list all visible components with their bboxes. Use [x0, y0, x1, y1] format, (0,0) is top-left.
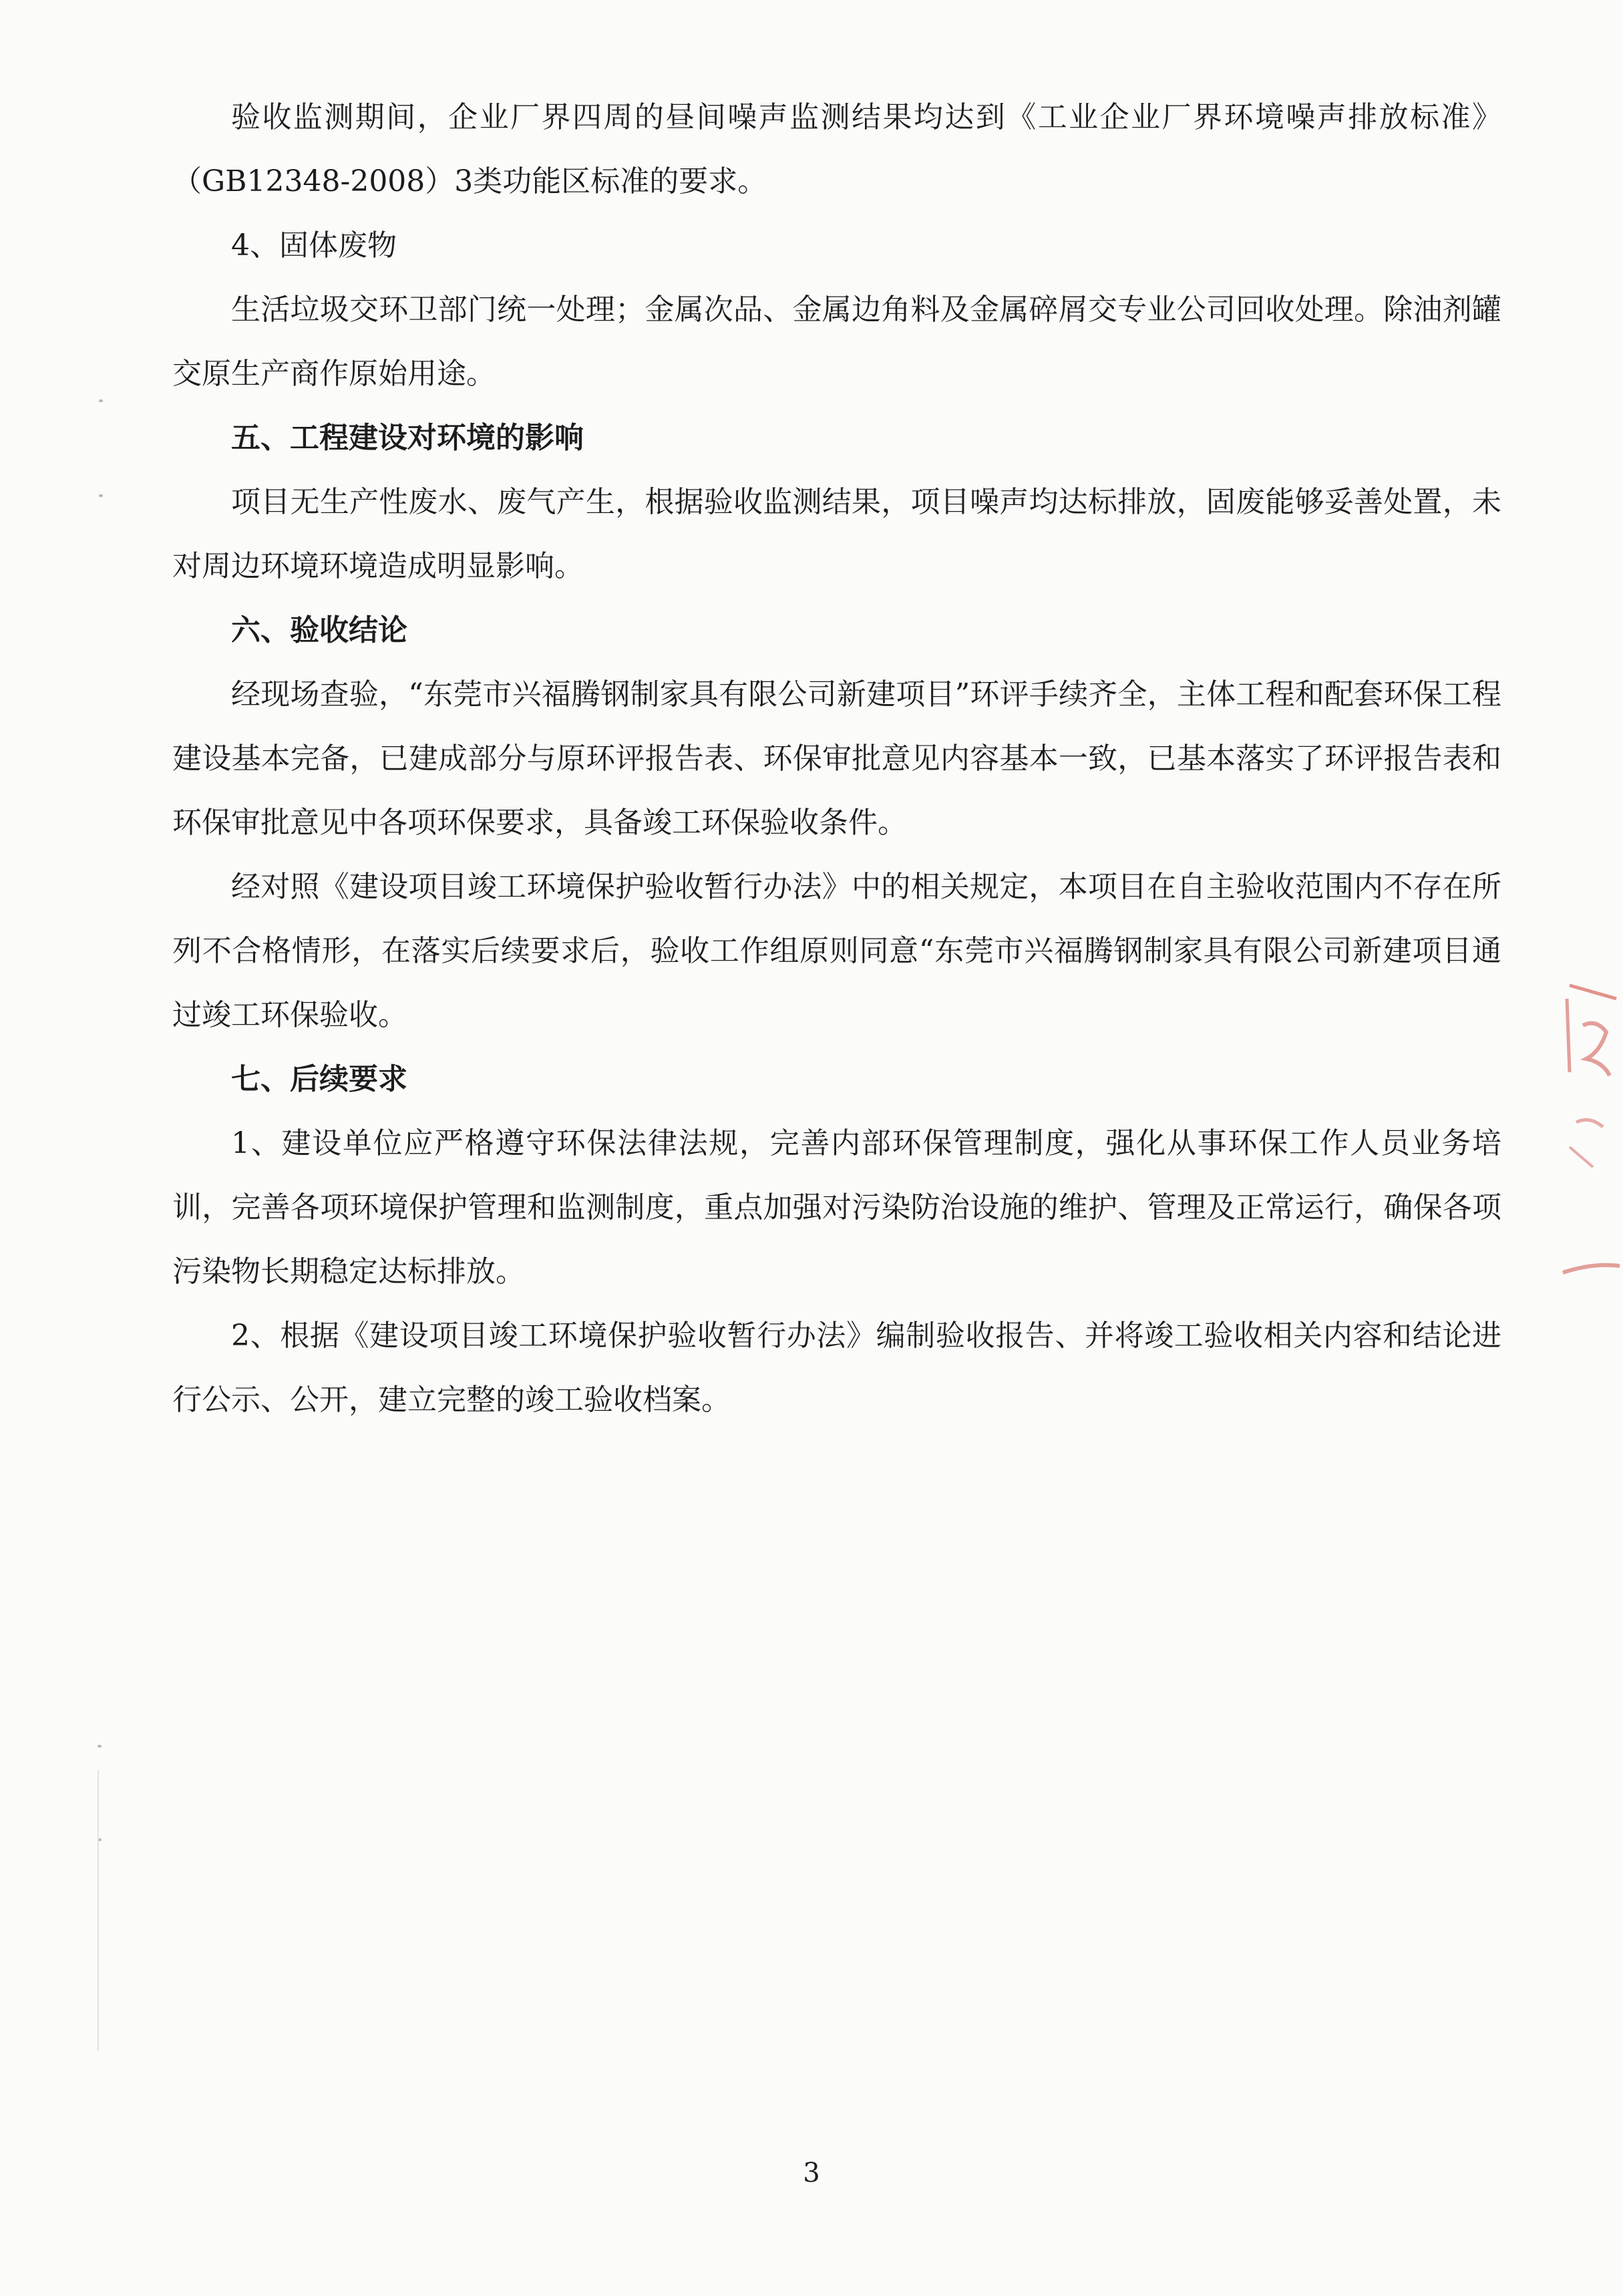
page-number: 3 [803, 2158, 820, 2188]
subheading-solid-waste: 4、固体废物 [231, 228, 397, 263]
paragraph-solid-waste: 生活垃圾交环卫部门统一处理；金属次品、金属边角料及金属碎屑交专业公司回收处理。除油剂罐交原生产商作原始用途。 [172, 293, 1501, 391]
section-heading-follow-up: 七、后续要求 [231, 1062, 407, 1096]
paragraph-conclusion-approval: 经对照《建设项目竣工环境保护验收暂行办法》中的相关规定，本项目在自主验收范围内不存在所列不合格情形，在落实后续要求后，验收工作组原则同意“东莞市兴福腾钢制家具有限公司新建项目通过竣工环保验收。 [172, 870, 1501, 1032]
paragraph-noise-result: 验收监测期间，企业厂界四周的昼间噪声监测结果均达到《工业企业厂界环境噪声排放标准》（GB12348-2008）3类功能区标准的要求。 [172, 100, 1501, 198]
paragraph-follow-up-2: 2、根据《建设项目竣工环境保护验收暂行办法》编制验收报告、并将竣工验收相关内容和结论进行公示、公开，建立完整的竣工验收档案。 [172, 1319, 1501, 1417]
scan-mark [99, 399, 103, 402]
seal-stamp-fragment [1543, 979, 1623, 1286]
scan-mark [99, 494, 103, 497]
scan-edge-line [98, 1770, 99, 2051]
section-heading-environment-impact: 五、工程建设对环境的影响 [231, 421, 584, 455]
paragraph-conclusion-inspection: 经现场查验，“东莞市兴福腾钢制家具有限公司新建项目”环评手续齐全，主体工程和配套环保工程建设基本完备，已建成部分与原环评报告表、环保审批意见内容基本一致，已基本落实了环评报告表和环保审批意见中各项环保要求，具备竣工环保验收条件。 [172, 677, 1502, 840]
document-body [172, 86, 1501, 1432]
paragraph-follow-up-1: 1、建设单位应严格遵守环保法律法规，完善内部环保管理制度，强化从事环保工作人员业务培训，完善各项环境保护管理和监测制度，重点加强对污染防治设施的维护、管理及正常运行，确保各项污染物长期稳定达标排放。 [172, 1126, 1501, 1289]
section-heading-acceptance-conclusion: 六、验收结论 [231, 613, 407, 647]
scan-mark [98, 1745, 102, 1748]
paragraph-environment-impact: 项目无生产性废水、废气产生，根据验收监测结果，项目噪声均达标排放，固废能够妥善处置，未对周边环境环境造成明显影响。 [172, 485, 1501, 583]
